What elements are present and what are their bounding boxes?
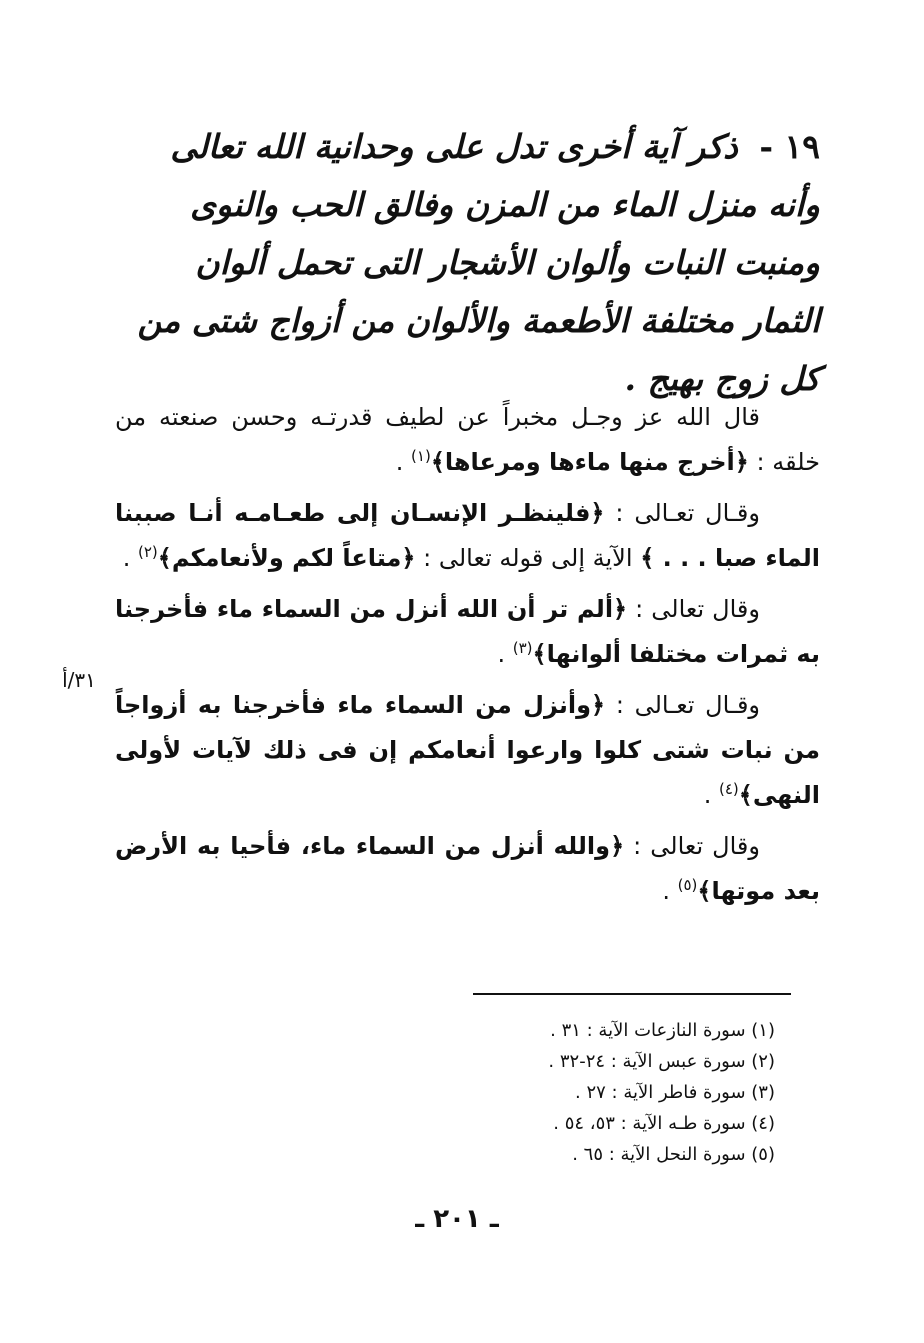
footnote-ref: (٣) (512, 639, 533, 657)
footnotes (470, 1015, 775, 1170)
paragraph-2 (115, 491, 820, 581)
sentence-end: . (122, 544, 131, 572)
quran-quote: ﴿أخرج منها ماءها ومرعاها﴾ (430, 448, 749, 476)
page-number: ـ ٢٠١ ـ (415, 1204, 499, 1234)
section-title: ذكر آية أخرى تدل على وحدانية الله تعالى وأنه منزل الماء من المزن وفالق الحب والنوى ومنبت النبات وألوان الأشجار التى تحمل ألوان الثمار مختلفة الأطعمة والألوان من أزواج شتى من كل زوج بهيج . (137, 127, 820, 398)
footnote-ref: (٥) (677, 876, 698, 894)
sentence-end: . (497, 640, 506, 668)
footnote-3: (٣) سورة فاطر الآية : ٢٧ . (575, 1082, 775, 1103)
paragraph-3 (115, 587, 820, 677)
paragraph-intro: وقـال تعـالى : (615, 499, 760, 527)
section-heading (120, 118, 820, 408)
footnote-divider (473, 993, 791, 995)
paragraph-1 (115, 395, 820, 485)
manuscript-folio-note: ٣١/أ (62, 668, 96, 692)
footnote-ref: (١) (411, 447, 431, 465)
paragraph-mid: الآية إلى قوله تعالى : (423, 544, 633, 572)
sentence-end: . (395, 448, 404, 476)
section-number: ١٩ - (759, 127, 820, 166)
paragraph-5 (115, 824, 820, 914)
main-text (115, 395, 820, 920)
sentence-end: . (662, 877, 670, 905)
paragraph-intro: قال الله عز وجـل مخبراً عن لطيف قدرتـه وحسن صنعته من خلقه : (115, 403, 820, 476)
footnote-1: (١) سورة النازعات الآية : ٣١ . (550, 1020, 775, 1041)
quran-quote-2: ﴿متاعاً لكم ولأنعامكم﴾ (157, 544, 416, 572)
footnote-2: (٢) سورة عبس الآية : ٢٤-٣٢ . (548, 1051, 775, 1072)
paragraph-intro: وقـال تعـالى : (615, 691, 761, 719)
quran-quote: ﴿والله أنزل من السماء ماء، فأحيا به الأرض بعد موتها﴾ (115, 832, 820, 905)
sentence-end: . (703, 781, 712, 809)
footnote-ref: (٢) (137, 543, 158, 561)
quran-quote: ﴿وأنزل من السماء ماء فأخرجنا به أزواجاً من نبات شتى كلوا وارعوا أنعامكم إن فى ذلك لآيات لأولى النهى﴾ (115, 691, 820, 809)
footnote-4: (٤) سورة طـه الآية : ٥٣، ٥٤ . (553, 1113, 775, 1134)
paragraph-intro: وقال تعالى : (635, 595, 760, 623)
quran-quote: ﴿فلينظـر الإنسـان إلى طعـامـه أنـا صببنا الماء صبا . . . ﴾ (115, 499, 820, 572)
paragraph-4 (115, 683, 820, 818)
footnote-ref: (٤) (718, 780, 739, 798)
quran-quote: ﴿ألم تر أن الله أنزل من السماء ماء فأخرجنا به ثمرات مختلفا ألوانها﴾ (115, 595, 820, 668)
footnote-5: (٥) سورة النحل الآية : ٦٥ . (572, 1144, 775, 1165)
paragraph-intro: وقال تعالى : (633, 832, 760, 860)
